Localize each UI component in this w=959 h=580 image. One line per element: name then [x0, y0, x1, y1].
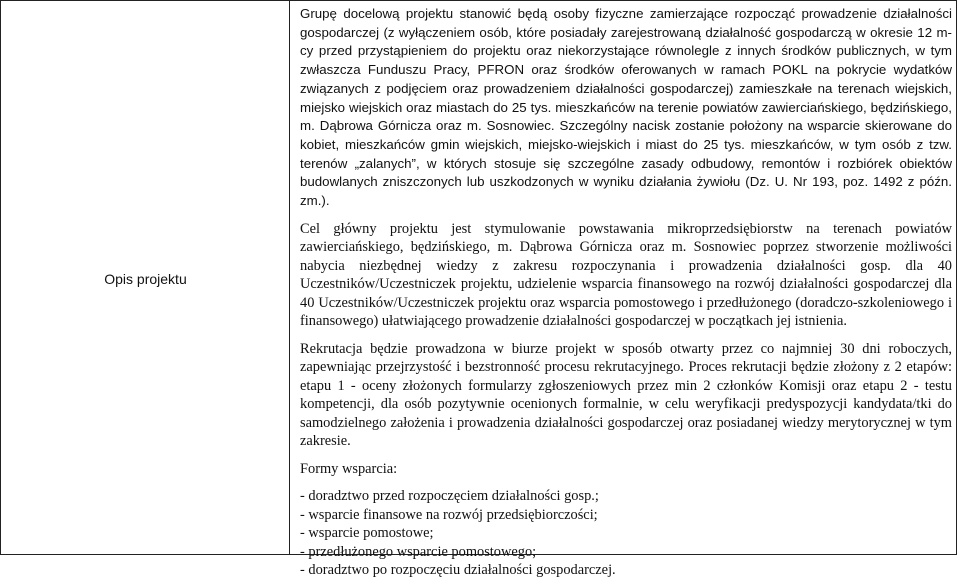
description-cell [300, 5, 952, 580]
paragraph-main-goal: Cel główny projektu jest stymulowanie powstawania mikroprzedsiębiorstw na terenach powiatów zawierciańskiego, będzińskiego, m. Dąbrowa Górnicza oraz m. Sosnowiec poprzez stworzenie możliwości nabycia niezbędnej wiedzy z zakresu rozpoczynania i prowadzenia działalności gosp. dla 40 Uczestników/Uczestniczek projektu, udzielenie wsparcia finansowego na rozwój działalności gospodarczej dla 40 Uczestników/Uczestniczek projektu oraz wsparcia pomostowego i przedłużonego (doradczo-szkoleniowego i finansowego) ułatwiającego prowadzenie działalności gospodarczej w początkach jej istnienia. [300, 220, 952, 330]
row-label: Opis projektu [104, 271, 187, 287]
forms-colon: : [393, 460, 398, 477]
label-cell [1, 1, 290, 554]
forms-heading: Formy wsparcia [300, 460, 394, 477]
list-item: - wsparcie pomostowe; [300, 525, 434, 542]
paragraph-recruitment: Rekrutacja będzie prowadzona w biurze projekt w sposób otwarty przez co najmniej 30 dni roboczych, zapewniając przejrzystość i bezstronność procesu rekrutacyjnego. Proces rekrutacji będzie złożony z 2 etapów: etapu 1 - oceny złożonych formularzy zgłoszeniowych przez min 2 członków Komisji oraz etapu 2 - testu kompetencji, dla osób pozytywnie ocenionych formalnie, w celu weryfikacji predyspozycji kandydata/tki do samodzielnego założenia i prowadzenia działalności gospodarczej oraz posiadanej wiedzy merytorycznej w tym zakresie. [300, 340, 952, 450]
paragraph-target-group: Grupę docelową projektu stanowić będą osoby fizyczne zamierzające rozpocząć prowadzenie działalności gospodarczej (z wyłączeniem osób, które posiadały zarejestrowaną działalność gospodarczą w okresie 12 m-cy przed przystąpieniem do projektu oraz niekorzystające równolegle z innych środków publicznych, w tym zwłaszcza Funduszu Pracy, PFRON oraz środków oferowanych w ramach POKL na pokrycie wydatków związanych z podjęciem oraz prowadzeniem działalności gospodarczej) zamieszkałe na terenach wiejskich, miejsko wiejskich oraz miastach do 25 tys. mieszkańców na terenie powiatów zawierciańskiego, będzińskiego, m. Dąbrowa Górnicza oraz m. Sosnowiec. Szczególny nacisk zostanie położony na wsparcie skierowane do kobiet, mieszkańców gmin wiejskich, miejsko-wiejskich i miast do 25 tys. mieszkańców, w tym osób z tzw. terenów „zalanych”, w których stosuje się szczególne zasady odbudowy, remontów i rozbiórek obiektów budowlanych zniszczonych lub uszkodzonych w wyniku działania żywiołu (Dz. U. Nr 193, poz. 1492 z późn. zm.). [300, 6, 952, 209]
list-item: - wsparcie finansowe na rozwój przedsiębiorczości; [300, 506, 598, 523]
list-item: - doradztwo po rozpoczęciu działalności gospodarczej. [300, 562, 616, 579]
forms-heading-line [300, 460, 952, 479]
list-item: - doradztwo przed rozpoczęciem działalności gosp.; [300, 488, 599, 505]
list-item: - przedłużonego wsparcie pomostowego; [300, 543, 537, 560]
